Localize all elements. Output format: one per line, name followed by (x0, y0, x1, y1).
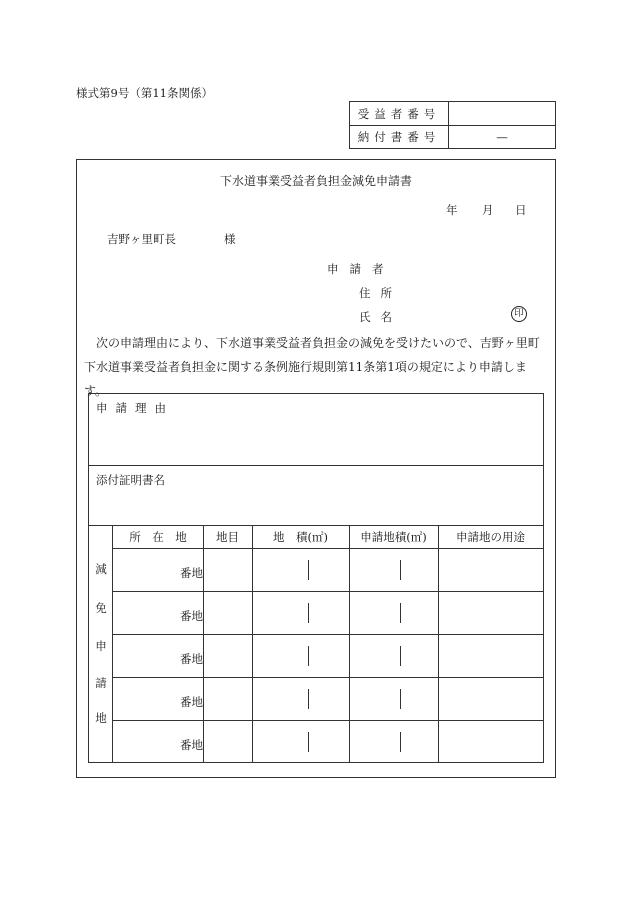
side-label-char: 申 (95, 639, 107, 653)
applicant-heading: 申請者 (327, 262, 395, 276)
applied-area-decimal-tick (400, 560, 401, 580)
area-decimal-tick (308, 560, 309, 580)
recipient-number-label: 受益者番号 (350, 102, 449, 125)
area-decimal-tick (308, 732, 309, 752)
header-location: 所 在 地 (129, 530, 187, 544)
row-divider (113, 634, 543, 635)
form-number-label: 様式第9号（第11条関係） (76, 86, 213, 100)
payment-slip-number-label: 納付書番号 (350, 125, 449, 148)
column-divider (203, 526, 204, 762)
honorific: 様 (224, 232, 236, 246)
date-month-label: 月 (482, 203, 494, 217)
row-divider (113, 720, 543, 721)
attachment-label: 添付証明書名 (96, 473, 165, 487)
application-details-table (88, 393, 544, 763)
applied-area-decimal-tick (400, 732, 401, 752)
row-divider (113, 677, 543, 678)
area-decimal-tick (308, 603, 309, 623)
id-number-table (349, 101, 556, 149)
column-divider (438, 526, 439, 762)
header-applied-area: 申請地積(㎡) (360, 530, 427, 544)
recipient-number-field[interactable] (449, 102, 555, 125)
row-1-lot-suffix: 番地 (180, 566, 203, 580)
reason-section[interactable] (89, 394, 543, 466)
row-5-lot-suffix: 番地 (180, 738, 203, 752)
application-statement: 次の申請理由により、下水道事業受益者負担金の減免を受けたいので、吉野ヶ里町下水道事業受益者負担金に関する条例施行規則第11条第1項の規定により申請します。 (84, 336, 540, 398)
applied-area-decimal-tick (400, 603, 401, 623)
header-land-area: 地 積(㎡) (273, 530, 328, 544)
header-land-category: 地目 (216, 530, 239, 544)
seal-mark: 印 (511, 306, 527, 322)
row-4-lot-suffix: 番地 (180, 695, 203, 709)
side-label-char: 免 (95, 601, 107, 615)
side-label-char: 地 (95, 711, 107, 725)
form-title: 下水道事業受益者負担金減免申請書 (219, 174, 412, 188)
header-land-use: 申請地の用途 (456, 530, 525, 544)
side-label-char: 請 (95, 676, 107, 690)
column-divider (252, 526, 253, 762)
column-divider (349, 526, 350, 762)
row-3-lot-suffix: 番地 (180, 652, 203, 666)
applied-area-decimal-tick (400, 646, 401, 666)
date-day-label: 日 (515, 203, 527, 217)
row-2-lot-suffix: 番地 (180, 609, 203, 623)
payment-slip-number-field[interactable]: — (496, 129, 508, 144)
applicant-name-label: 氏名 (359, 310, 402, 324)
date-year-label: 年 (446, 203, 458, 217)
area-decimal-tick (308, 646, 309, 666)
land-table (113, 526, 543, 762)
area-decimal-tick (308, 689, 309, 709)
addressee: 吉野ヶ里町長 (107, 232, 176, 246)
exemption-land-side-label (89, 526, 113, 762)
row-divider (113, 591, 543, 592)
applicant-address-label: 住所 (359, 286, 402, 300)
reason-label: 申請理由 (96, 401, 174, 415)
attachment-section[interactable] (89, 466, 543, 526)
row-divider (113, 548, 543, 549)
applied-area-decimal-tick (400, 689, 401, 709)
side-label-char: 減 (95, 562, 107, 576)
